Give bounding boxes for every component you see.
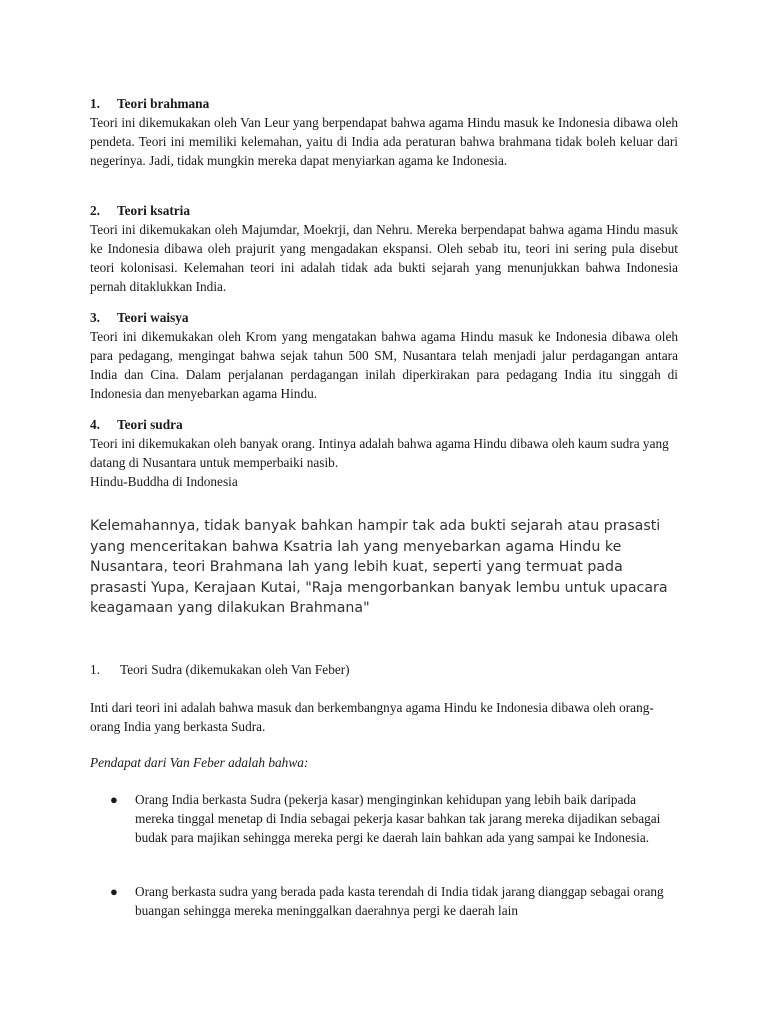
bullet-text: Orang India berkasta Sudra (pekerja kasar) menginginkan kehidupan yang lebih baik daripada mereka tinggal menetap di India sebagai pekerja kasar bahkan tak jarang mereka dijadikan sebagai budak para majikan sehingga mereka pergi ke daerah lain bahkan ada yang sampai ke Indonesia. <box>135 792 661 845</box>
section-body: Teori ini dikemukakan oleh Krom yang mengatakan bahwa agama Hindu masuk ke Indonesia dibawa oleh para pedagang, mengingat bahwa sejak tahun 500 SM, Nusantara telah menjadi jalur perdagangan antara India dan Cina. Dalam perjalanan perdagangan inilah diperkirakan para pedagang India itu singgah di Indonesia dan menyebarkan agama Hindu. <box>90 329 678 401</box>
section-number: 1. <box>90 96 100 111</box>
section-body: Teori ini dikemukakan oleh Van Leur yang berpendapat bahwa agama Hindu masuk ke Indonesia dibawa oleh pendeta. Teori ini memiliki kelemahan, yaitu di India ada peraturan bahwa brahmana tidak boleh keluar dari negerinya. Jadi, tidak mungkin mereka dapat menyiarkan agama ke Indonesia. <box>90 115 678 168</box>
section-title: Teori waisya <box>117 310 189 325</box>
sudra-heading <box>90 660 678 679</box>
section-body: Teori ini dikemukakan oleh Majumdar, Moekrji, dan Nehru. Mereka berpendapat bahwa agama Hindu masuk ke Indonesia dibawa oleh prajurit yang mengadakan ekspansi. Oleh sebab itu, teori ini sering pula disebut teori kolonisasi. Kelemahan teori ini adalah tidak ada bukti sejarah yang menunjukkan bahwa Indonesia pernah ditaklukkan India. <box>90 222 678 294</box>
sudra-intro: Inti dari teori ini adalah bahwa masuk dan berkembangnya agama Hindu ke Indonesia dibawa oleh orang-orang India yang berkasta Sudra. <box>90 700 654 734</box>
bullet-icon: ● <box>110 792 118 807</box>
sudra-intro-block <box>90 698 678 736</box>
weakness-paragraph-block <box>90 516 670 619</box>
section-ksatria <box>90 201 678 296</box>
bullet-text: Orang berkasta sudra yang berada pada kasta terendah di India tidak jarang dianggap sebagai orang buangan sehingga mereka meninggalkan daerahnya pergi ke daerah lain <box>135 884 664 918</box>
sudra-number: 1. <box>90 662 100 677</box>
section-sudra <box>90 415 678 491</box>
opinion-label: Pendapat dari Van Feber adalah bahwa: <box>90 755 309 770</box>
section-heading <box>90 94 678 113</box>
section-title: Teori sudra <box>117 417 183 432</box>
section-heading <box>90 415 678 434</box>
section-number: 2. <box>90 203 100 218</box>
opinion-label-block <box>90 753 678 772</box>
section-title: Teori brahmana <box>117 96 210 111</box>
section-heading <box>90 308 678 327</box>
section-number: 3. <box>90 310 100 325</box>
section-body: Teori ini dikemukakan oleh banyak orang. Intinya adalah bahwa agama Hindu dibawa oleh kaum sudra yang datang di Nusantara untuk memperbaiki nasib. <box>90 436 669 470</box>
section-heading <box>90 201 678 220</box>
bullet-icon: ● <box>110 884 118 899</box>
section-waisya <box>90 308 678 403</box>
list-item <box>110 882 678 920</box>
sudra-title: Teori Sudra (dikemukakan oleh Van Feber) <box>120 662 350 677</box>
section-brahmana <box>90 94 678 170</box>
weakness-paragraph: Kelemahannya, tidak banyak bahkan hampir tak ada bukti sejarah atau prasasti yang menceritakan bahwa Ksatria lah yang menyebarkan agama Hindu ke Nusantara, teori Brahmana lah yang lebih kuat, seperti yang termuat pada prasasti Yupa, Kerajaan Kutai, "Raja mengorbankan banyak lembu untuk upacara keagamaan yang dilakukan Brahmana" <box>90 518 668 616</box>
section-number: 4. <box>90 417 100 432</box>
section-extra-line: Hindu-Buddha di Indonesia <box>90 474 238 489</box>
section-title: Teori ksatria <box>117 203 191 218</box>
list-item <box>110 790 678 847</box>
sudra-theory-heading <box>90 660 678 679</box>
